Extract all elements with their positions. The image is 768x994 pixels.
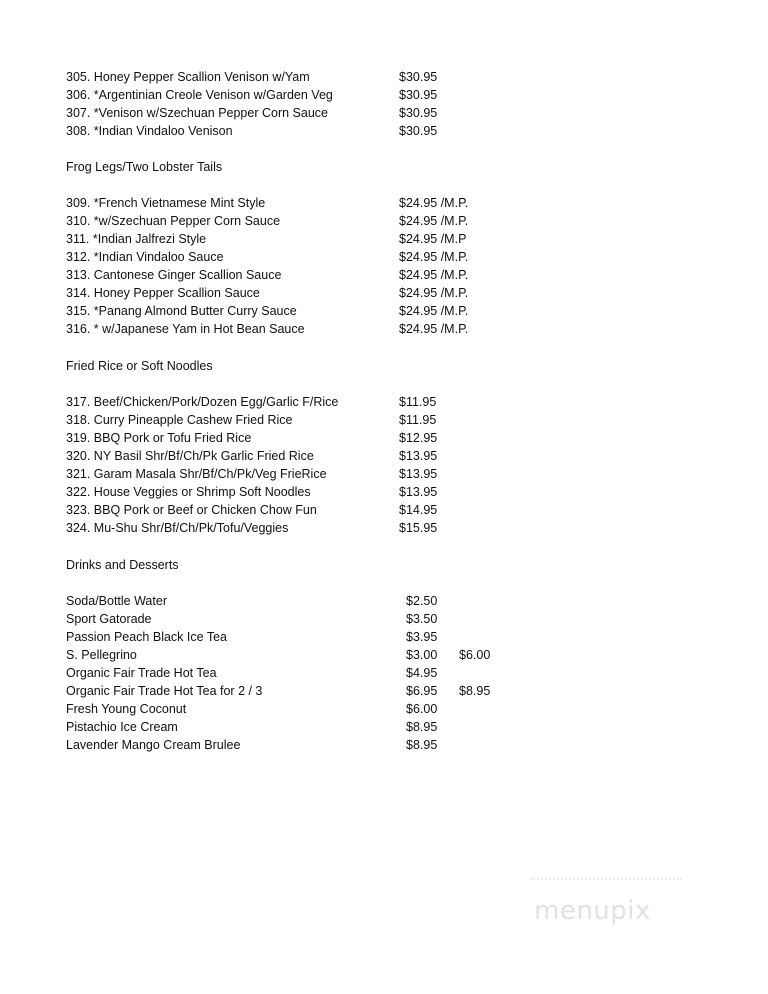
menu-item [66,302,686,320]
item-price: $13.95 [399,467,438,481]
menu-item [66,718,686,736]
item-price: $3.50 [406,612,438,626]
item-name: Passion Peach Black Ice Tea [66,630,227,644]
item-name: 322. House Veggies or Shrimp Soft Noodles [66,485,311,499]
item-name: 311. *Indian Jalfrezi Style [66,232,207,246]
menu-item [66,465,686,483]
item-price: $8.95 [406,738,438,752]
menu-item [66,700,686,718]
menu-item [66,248,686,266]
item-name: 314. Honey Pepper Scallion Sauce [66,286,260,300]
item-name: 313. Cantonese Ginger Scallion Sauce [66,268,282,282]
menu-item [66,610,686,628]
item-name: 306. *Argentinian Creole Venison w/Garden Veg [66,88,333,102]
item-name: Organic Fair Trade Hot Tea [66,666,217,680]
venison-list [66,68,686,140]
menu-item [66,736,686,754]
item-name: Soda/Bottle Water [66,594,167,608]
menu-item [66,519,686,537]
item-price: $24.95 /M.P. [399,286,469,300]
item-price: $13.95 [399,485,438,499]
menu-item [66,194,686,212]
menu-item [66,664,686,682]
menu-item [66,320,686,338]
item-price-large: $8.95 [459,684,491,698]
item-price-large: $6.00 [459,648,491,662]
item-price: $30.95 [399,106,438,120]
watermark-logo: menupix [534,896,651,926]
item-price: $3.00 [406,648,438,662]
menu-item [66,230,686,248]
menu-item [66,483,686,501]
item-name: 310. *w/Szechuan Pepper Corn Sauce [66,214,281,228]
menu-item [66,592,686,610]
item-name: 318. Curry Pineapple Cashew Fried Rice [66,413,293,427]
item-price: $6.00 [406,702,438,716]
menu-item [66,411,686,429]
item-name: 320. NY Basil Shr/Bf/Ch/Pk Garlic Fried Rice [66,449,314,463]
item-price: $2.50 [406,594,438,608]
menu-item [66,646,686,664]
item-name: 309. *French Vietnamese Mint Style [66,196,266,210]
item-name: 307. *Venison w/Szechuan Pepper Corn Sauce [66,106,328,120]
menu-item [66,429,686,447]
item-name: Pistachio Ice Cream [66,720,178,734]
menu-item [66,393,686,411]
item-price: $24.95 /M.P [399,232,467,246]
menu-item [66,104,686,122]
menu-item [66,212,686,230]
item-name: 316. * w/Japanese Yam in Hot Bean Sauce [66,322,305,336]
item-price: $24.95 /M.P. [399,250,469,264]
item-name: 324. Mu-Shu Shr/Bf/Ch/Pk/Tofu/Veggies [66,521,289,535]
item-name: 308. *Indian Vindaloo Venison [66,124,233,138]
menu-item [66,284,686,302]
drinks-list [66,592,686,754]
item-name: 319. BBQ Pork or Tofu Fried Rice [66,431,252,445]
item-price: $11.95 [399,395,437,409]
section-heading-drinks: Drinks and Desserts [66,558,179,572]
item-price: $30.95 [399,124,438,138]
fried-rice-list [66,393,686,537]
item-price: $24.95 /M.P. [399,214,469,228]
item-name: Fresh Young Coconut [66,702,187,716]
item-name: Lavender Mango Cream Brulee [66,738,241,752]
item-name: 315. *Panang Almond Butter Curry Sauce [66,304,297,318]
item-name: 321. Garam Masala Shr/Bf/Ch/Pk/Veg FrieRice [66,467,327,481]
item-name: 323. BBQ Pork or Beef or Chicken Chow Fun [66,503,317,517]
menu-item [66,122,686,140]
item-name: 305. Honey Pepper Scallion Venison w/Yam [66,70,310,84]
menu-item [66,266,686,284]
item-name: 312. *Indian Vindaloo Sauce [66,250,224,264]
item-price: $11.95 [399,413,437,427]
item-price: $24.95 /M.P. [399,268,469,282]
menu-item [66,501,686,519]
menu-item [66,628,686,646]
item-price: $12.95 [399,431,438,445]
item-price: $3.95 [406,630,438,644]
item-price: $24.95 /M.P. [399,304,469,318]
frog-legs-list [66,194,686,338]
watermark-rule [530,878,682,888]
menu-item [66,68,686,86]
item-name: S. Pellegrino [66,648,137,662]
menu-item [66,86,686,104]
item-price: $15.95 [399,521,438,535]
section-heading-fried-rice: Fried Rice or Soft Noodles [66,359,213,373]
item-price: $6.95 [406,684,438,698]
item-name: Sport Gatorade [66,612,152,626]
menu-item [66,447,686,465]
section-heading-frog-legs: Frog Legs/Two Lobster Tails [66,160,223,174]
item-name: Organic Fair Trade Hot Tea for 2 / 3 [66,684,263,698]
item-price: $13.95 [399,449,438,463]
item-price: $30.95 [399,88,438,102]
item-price: $24.95 /M.P. [399,196,469,210]
item-name: 317. Beef/Chicken/Pork/Dozen Egg/Garlic F/Rice [66,395,339,409]
item-price: $4.95 [406,666,438,680]
menu-item [66,682,686,700]
item-price: $14.95 [399,503,438,517]
item-price: $24.95 /M.P. [399,322,469,336]
item-price: $8.95 [406,720,438,734]
item-price: $30.95 [399,70,438,84]
